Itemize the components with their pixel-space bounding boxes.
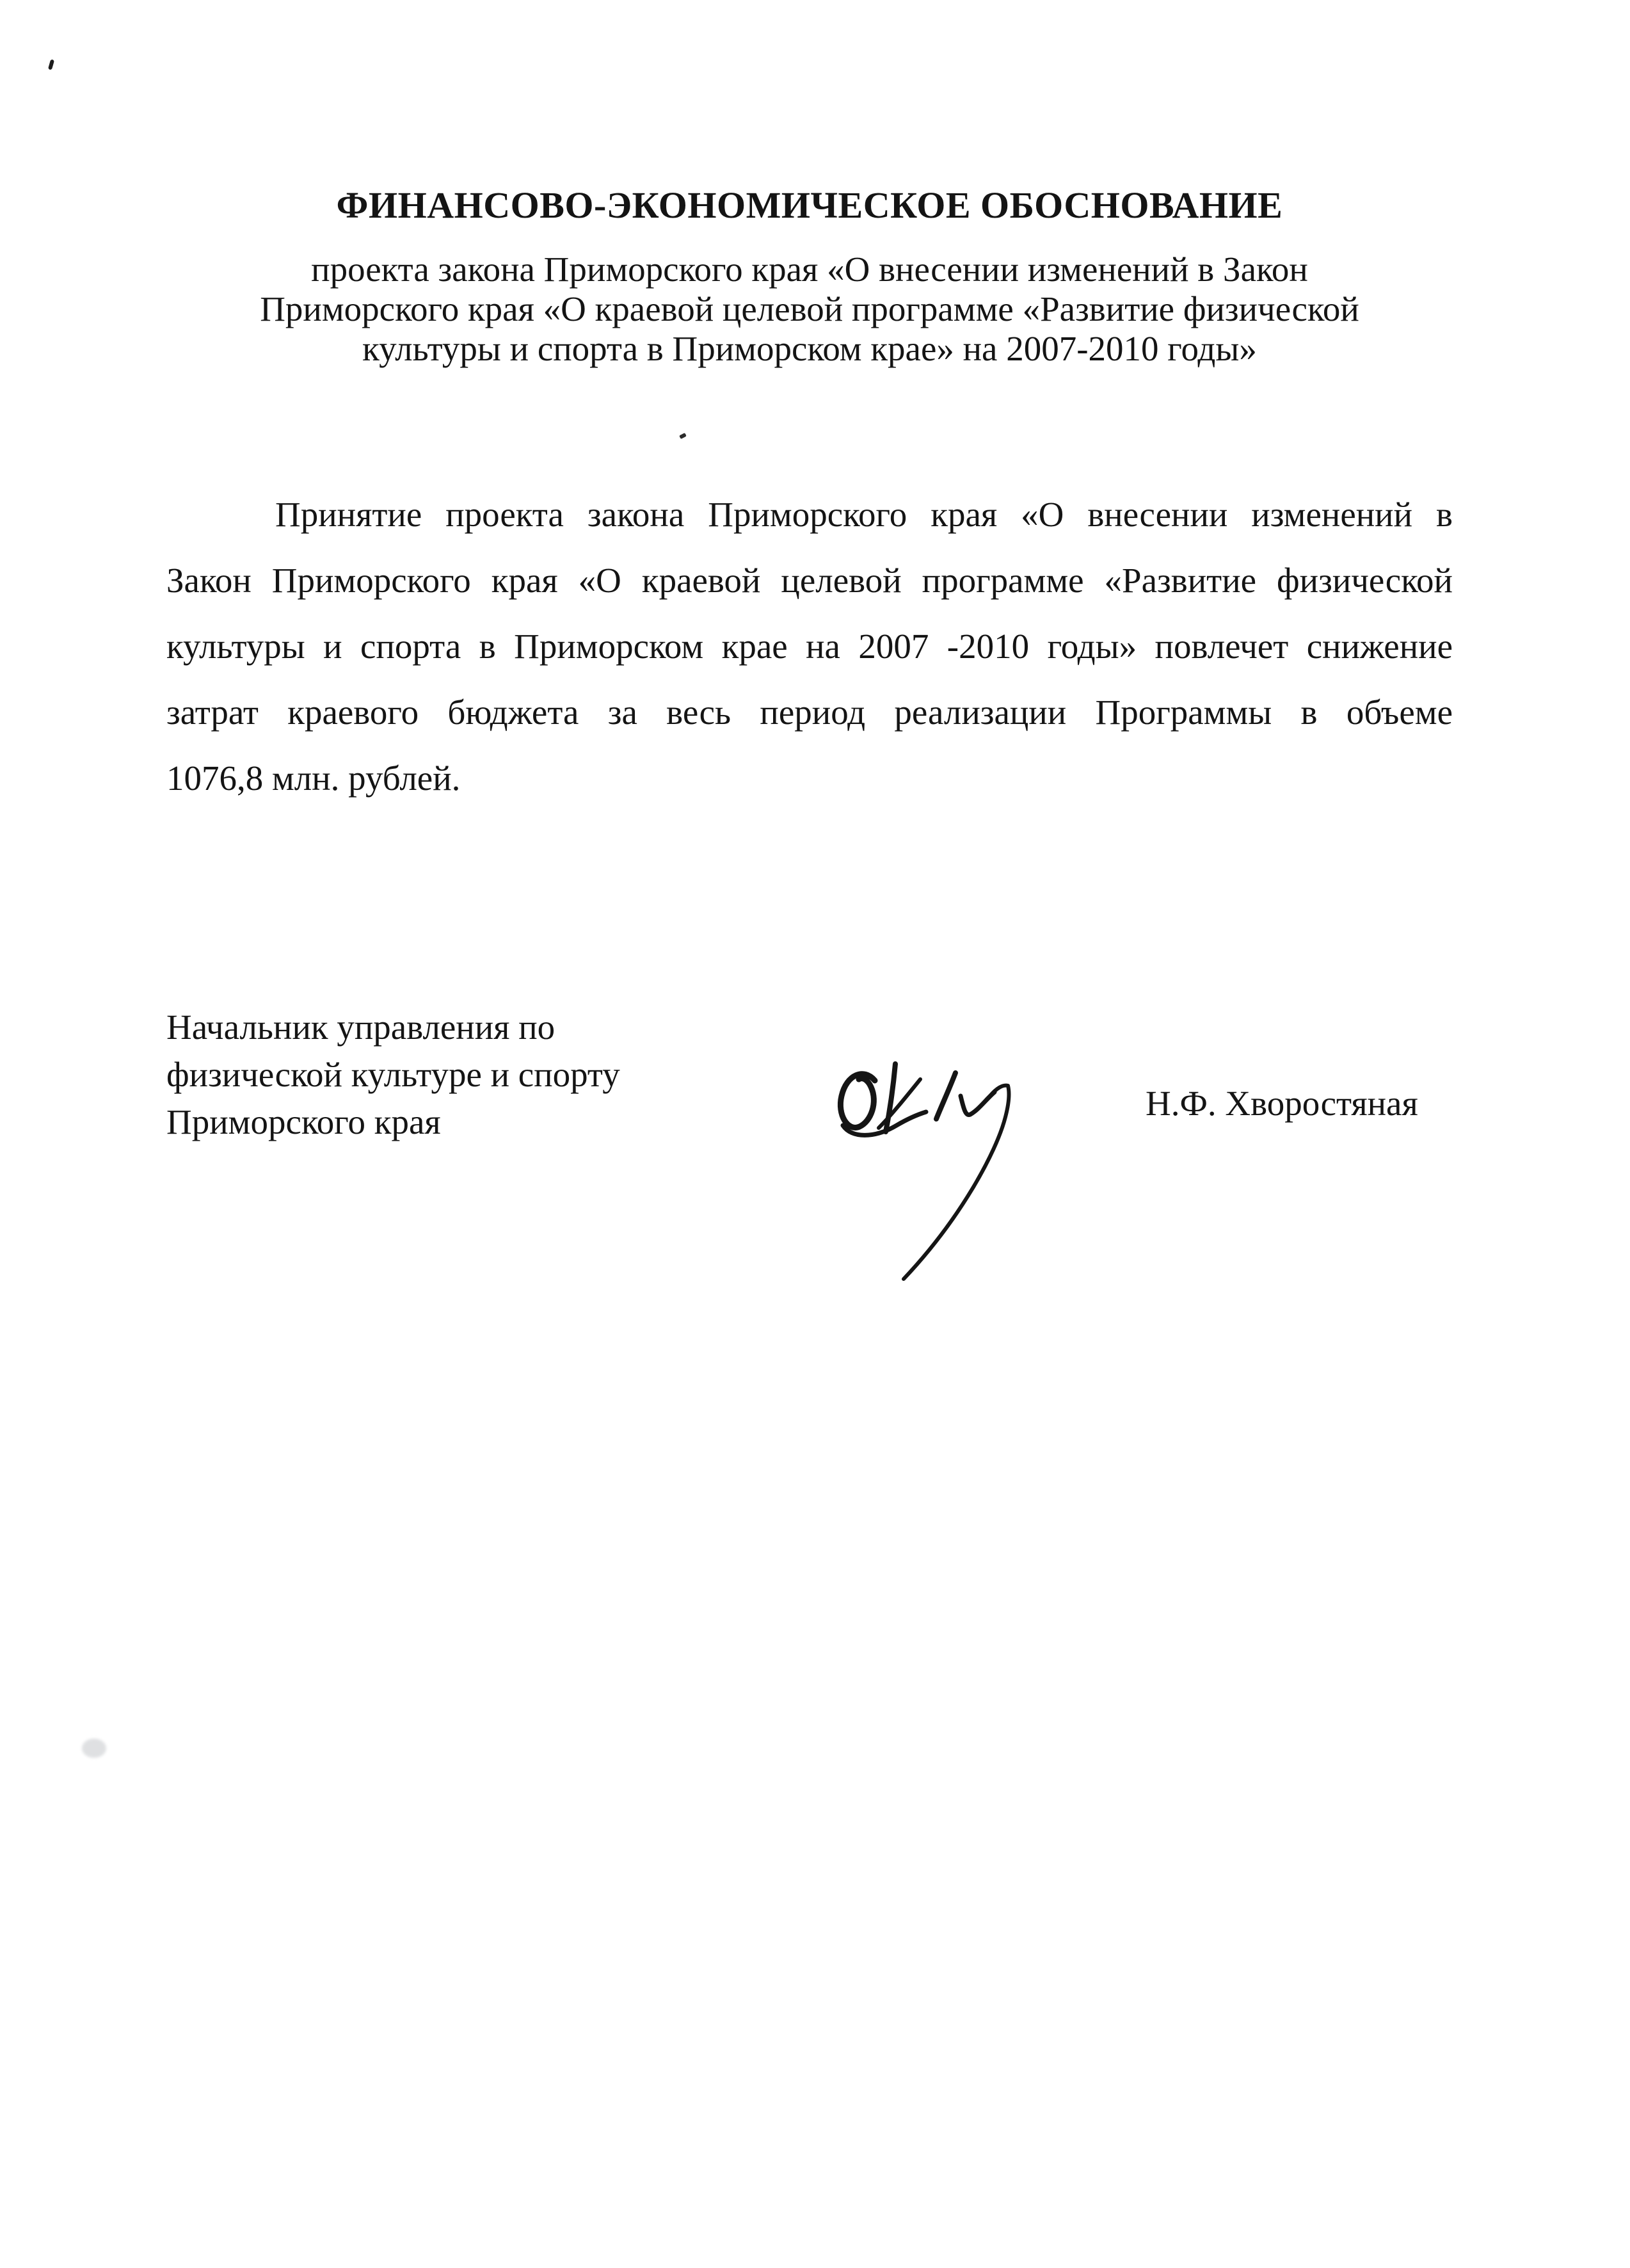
body-line: затрат краевого бюджета за весь период реализации Программы в объеме (166, 693, 1453, 732)
body-line: Принятие проекта закона Приморского края «О внесении изменений в (275, 495, 1453, 534)
scan-artifact-smudge (82, 1739, 106, 1758)
signatory-position-line: Начальник управления по (166, 1008, 555, 1047)
body-line: Закон Приморского края «О краевой целевой программе «Развитие физической (166, 561, 1453, 600)
scan-artifact-dot (679, 433, 687, 439)
subtitle-line: Приморского края «О краевой целевой программе «Развитие физической (260, 289, 1359, 328)
document-subtitle (166, 250, 1453, 369)
signatory-name: Н.Ф. Хворостяная (1146, 1084, 1418, 1123)
subtitle-line: культуры и спорта в Приморском крае» на 2007-2010 годы» (362, 329, 1257, 368)
document-body-paragraph (166, 481, 1453, 811)
signatory-position-line: физической культуре и спорту (166, 1055, 620, 1094)
body-line: 1076,8 млн. рублей. (166, 759, 461, 798)
signatory-position-line: Приморского края (166, 1102, 441, 1141)
subtitle-line: проекта закона Приморского края «О внесении изменений в Закон (311, 250, 1308, 289)
document-title: ФИНАНСОВО-ЭКОНОМИЧЕСКОЕ ОБОСНОВАНИЕ (336, 184, 1283, 226)
handwritten-signature (829, 1056, 1021, 1287)
body-line: культуры и спорта в Приморском крае на 2007 -2010 годы» повлечет снижение (166, 627, 1453, 666)
scan-artifact-tick (48, 59, 54, 70)
signatory-position-title (166, 1004, 717, 1146)
